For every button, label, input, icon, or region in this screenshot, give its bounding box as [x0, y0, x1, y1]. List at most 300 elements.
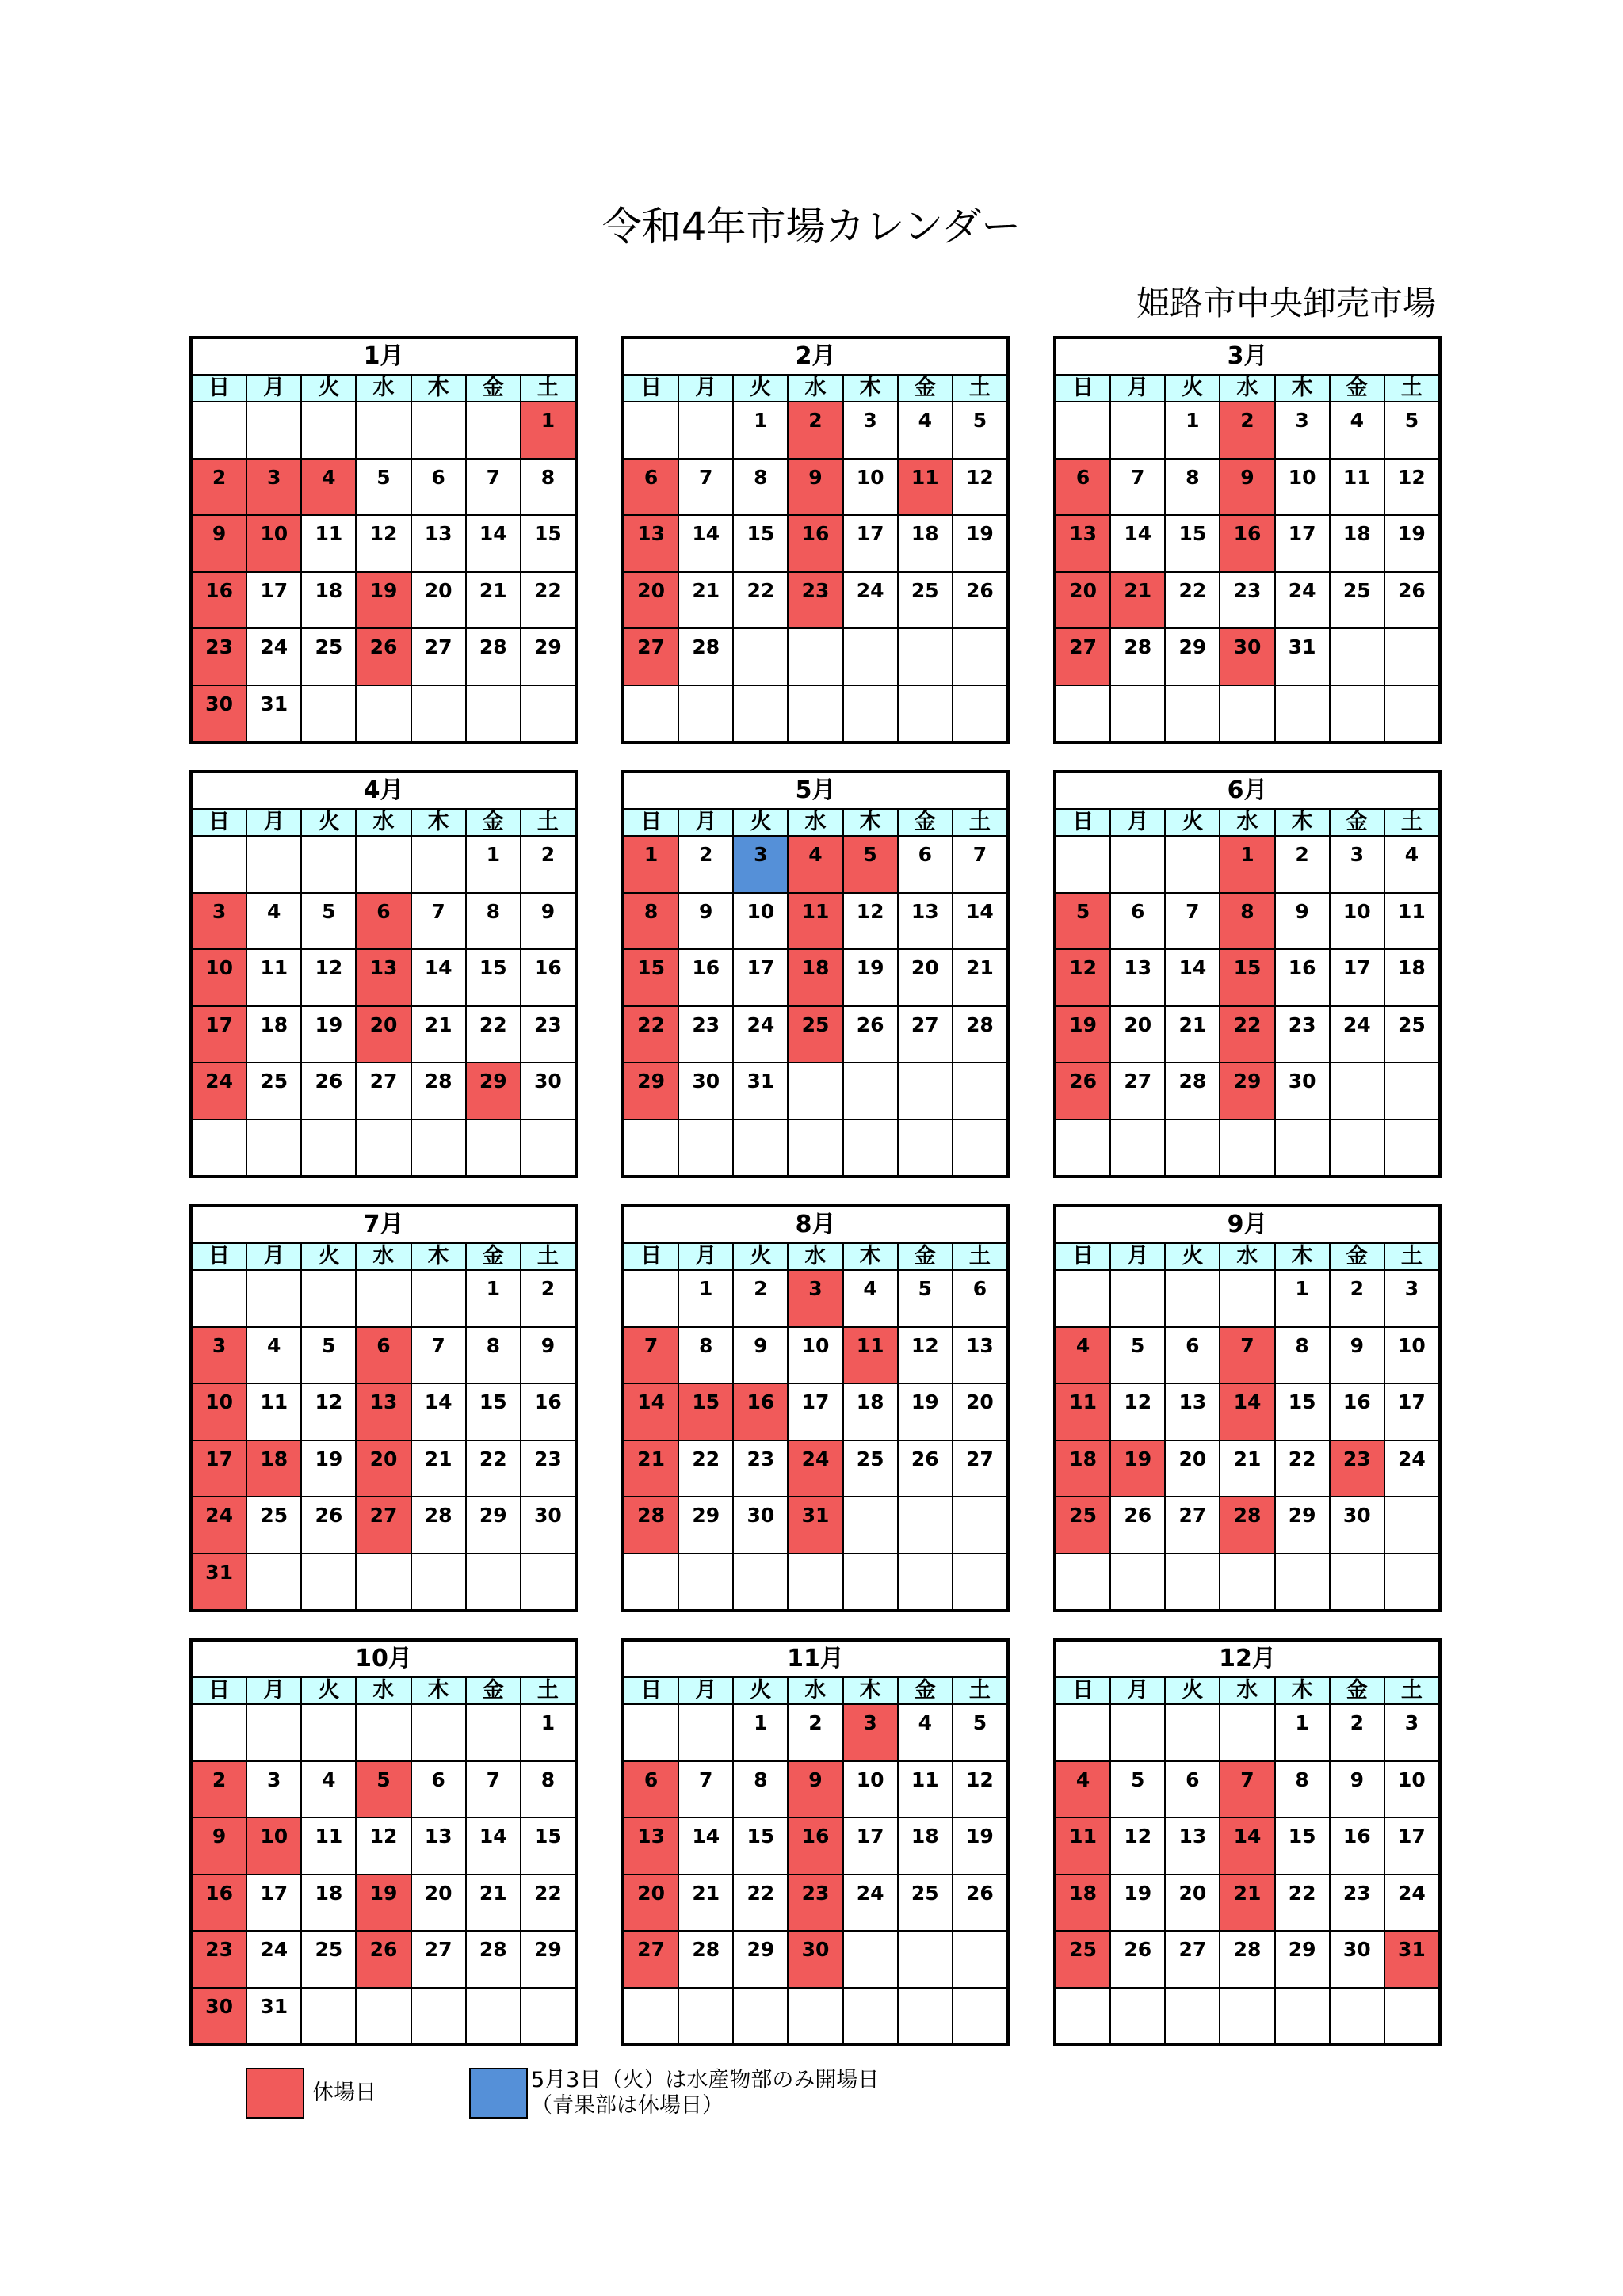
empty-day-cell — [789, 1063, 843, 1119]
day-cell: 27 — [624, 1932, 679, 1987]
day-cell: 20 — [1166, 1875, 1220, 1931]
day-cell: 17 — [193, 1007, 247, 1062]
empty-day-cell — [679, 402, 734, 458]
day-cell: 19 — [1056, 1007, 1111, 1062]
empty-day-cell — [247, 402, 302, 458]
weekday-label: 火 — [1166, 1244, 1220, 1269]
day-cell: 11 — [899, 1762, 953, 1817]
weekday-label: 金 — [467, 1678, 521, 1703]
week-row — [193, 1441, 575, 1498]
day-cell: 23 — [679, 1007, 734, 1062]
empty-day-cell — [1220, 1120, 1275, 1176]
empty-day-cell — [789, 1554, 843, 1610]
empty-day-cell — [302, 837, 357, 892]
day-cell: 30 — [1331, 1932, 1385, 1987]
day-cell: 5 — [1404, 409, 1419, 432]
week-row — [193, 950, 575, 1007]
empty-day-cell — [1331, 686, 1385, 742]
day-cell: 3 — [1404, 1277, 1419, 1300]
empty-day-cell — [1111, 1705, 1166, 1760]
empty-day-cell — [247, 1705, 302, 1760]
day-cell: 14 — [467, 1818, 521, 1874]
day-cell: 22 — [624, 1007, 679, 1062]
day-cell: 3 — [789, 1271, 843, 1326]
week-row — [624, 1762, 1006, 1819]
weekday-label: 月 — [247, 376, 302, 401]
weekday-header — [193, 810, 575, 837]
empty-day-cell — [1385, 1063, 1438, 1119]
empty-day-cell — [953, 1554, 1006, 1610]
day-cell: 13 — [357, 950, 411, 1005]
day-cell: 1 — [521, 402, 575, 458]
empty-day-cell — [521, 1989, 575, 2044]
empty-day-cell — [1331, 1989, 1385, 2044]
empty-day-cell — [1056, 1554, 1111, 1610]
weekday-label: 水 — [1220, 1678, 1275, 1703]
day-cell: 16 — [534, 956, 562, 979]
day-cell: 14 — [679, 516, 734, 571]
partial-open-swatch — [469, 2068, 528, 2119]
day-cell: 21 — [1111, 573, 1166, 628]
weekday-header — [1056, 1244, 1438, 1271]
weekday-label: 金 — [899, 810, 953, 835]
empty-day-cell — [624, 1554, 679, 1610]
day-cell: 8 — [540, 1768, 556, 1791]
weekday-header — [1056, 1678, 1438, 1705]
day-cell: 4 — [899, 402, 953, 458]
week-row — [1056, 1818, 1438, 1875]
day-cell: 31 — [1276, 629, 1331, 685]
empty-day-cell — [1220, 1989, 1275, 2044]
empty-day-cell — [302, 686, 357, 742]
week-row — [193, 686, 575, 742]
day-cell: 19 — [899, 1384, 953, 1440]
week-row — [193, 837, 575, 894]
weeks — [624, 837, 1006, 1175]
day-cell: 24 — [1398, 1881, 1426, 1905]
day-cell: 16 — [789, 1818, 843, 1874]
day-cell: 25 — [844, 1441, 899, 1497]
weekday-label: 金 — [899, 1678, 953, 1703]
month-title: 10月 — [193, 1642, 575, 1678]
day-cell: 10 — [844, 1762, 899, 1817]
empty-day-cell — [734, 686, 789, 742]
day-cell: 19 — [1398, 522, 1426, 545]
weeks — [193, 1271, 575, 1609]
day-cell: 18 — [247, 1007, 302, 1062]
partial-open-legend-line2: （青果部は休場日） — [531, 2093, 724, 2118]
empty-day-cell — [302, 1989, 357, 2044]
weekday-label: 金 — [899, 1244, 953, 1269]
empty-day-cell — [844, 686, 899, 742]
day-cell: 29 — [1276, 1497, 1331, 1553]
empty-day-cell — [679, 1120, 734, 1176]
day-cell: 11 — [247, 1384, 302, 1440]
week-row — [1056, 894, 1438, 951]
day-cell: 10 — [1331, 894, 1385, 949]
day-cell: 16 — [1276, 950, 1331, 1005]
week-row — [1056, 1875, 1438, 1932]
day-cell: 29 — [534, 1938, 562, 1961]
empty-day-cell — [1166, 837, 1220, 892]
organization-name: 姫路市中央卸売市場 — [1136, 284, 1436, 322]
empty-day-cell — [953, 1989, 1006, 2044]
day-cell: 28 — [624, 1497, 679, 1553]
weekday-label: 金 — [1331, 1244, 1385, 1269]
week-row — [624, 837, 1006, 894]
day-cell: 19 — [357, 573, 411, 628]
weekday-label: 月 — [247, 810, 302, 835]
empty-day-cell — [899, 686, 953, 742]
weekday-label: 日 — [624, 1244, 679, 1269]
week-row — [624, 1818, 1006, 1875]
month-calendar — [621, 1204, 1010, 1612]
month-title: 3月 — [1056, 339, 1438, 376]
day-cell: 3 — [193, 894, 247, 949]
weekday-label: 日 — [193, 1244, 247, 1269]
empty-day-cell — [844, 1120, 899, 1176]
weekday-header — [624, 1244, 1006, 1271]
day-cell: 10 — [1398, 1768, 1426, 1791]
day-cell: 28 — [679, 1932, 734, 1987]
day-cell: 15 — [1276, 1818, 1331, 1874]
weekday-label: 金 — [467, 376, 521, 401]
day-cell: 13 — [899, 894, 953, 949]
day-cell: 12 — [844, 894, 899, 949]
empty-day-cell — [467, 686, 521, 742]
weekday-label: 火 — [302, 1678, 357, 1703]
weekday-label: 木 — [412, 810, 467, 835]
day-cell: 20 — [624, 1875, 679, 1931]
day-cell: 11 — [302, 1818, 357, 1874]
day-cell: 13 — [1166, 1384, 1220, 1440]
month-calendar — [189, 336, 578, 744]
day-cell: 8 — [624, 894, 679, 949]
day-cell: 17 — [247, 1875, 302, 1931]
month-calendar — [621, 1638, 1010, 2046]
empty-day-cell — [1331, 629, 1385, 685]
day-cell: 20 — [357, 1441, 411, 1497]
day-cell: 25 — [1056, 1497, 1111, 1553]
day-cell: 22 — [534, 1881, 562, 1905]
weekday-label: 土 — [1400, 1244, 1423, 1268]
week-row — [1056, 1384, 1438, 1441]
empty-day-cell — [357, 1554, 411, 1610]
day-cell: 6 — [624, 460, 679, 515]
weekday-label: 木 — [844, 810, 899, 835]
empty-day-cell — [247, 1120, 302, 1176]
day-cell: 31 — [734, 1063, 789, 1119]
day-cell: 19 — [1111, 1875, 1166, 1931]
day-cell: 8 — [1276, 1328, 1331, 1383]
week-row — [193, 1989, 575, 2044]
weekday-label: 土 — [1400, 376, 1423, 400]
day-cell: 2 — [540, 843, 556, 866]
weekday-header — [193, 1244, 575, 1271]
day-cell: 12 — [302, 1384, 357, 1440]
week-row — [624, 1271, 1006, 1328]
day-cell: 15 — [624, 950, 679, 1005]
day-cell: 10 — [844, 460, 899, 515]
day-cell: 12 — [1111, 1384, 1166, 1440]
day-cell: 24 — [247, 629, 302, 685]
day-cell: 7 — [972, 843, 987, 866]
week-row — [193, 1497, 575, 1554]
weekday-label: 火 — [302, 810, 357, 835]
day-cell: 7 — [624, 1328, 679, 1383]
day-cell: 13 — [1166, 1818, 1220, 1874]
empty-day-cell — [1166, 1120, 1220, 1176]
day-cell: 14 — [1166, 950, 1220, 1005]
empty-day-cell — [193, 1271, 247, 1326]
day-cell: 13 — [1056, 516, 1111, 571]
weekday-label: 月 — [679, 1678, 734, 1703]
day-cell: 28 — [1220, 1932, 1275, 1987]
weekday-label: 土 — [537, 1678, 559, 1703]
day-cell: 5 — [899, 1271, 953, 1326]
month-calendar — [189, 1204, 578, 1612]
week-row — [1056, 686, 1438, 742]
month-title: 1月 — [193, 339, 575, 376]
day-cell: 21 — [679, 1875, 734, 1931]
day-cell: 28 — [1220, 1497, 1275, 1553]
day-cell: 6 — [972, 1277, 987, 1300]
weekday-label: 月 — [247, 1244, 302, 1269]
empty-day-cell — [412, 1120, 467, 1176]
week-row — [624, 686, 1006, 742]
week-row — [1056, 837, 1438, 894]
empty-day-cell — [302, 402, 357, 458]
day-cell: 24 — [1331, 1007, 1385, 1062]
month-calendar — [1053, 1638, 1442, 2046]
empty-day-cell — [247, 837, 302, 892]
month-calendar — [189, 770, 578, 1178]
weekday-label: 木 — [1276, 1244, 1331, 1269]
week-row — [624, 1989, 1006, 2044]
empty-day-cell — [953, 1063, 1006, 1119]
day-cell: 31 — [247, 1989, 302, 2044]
weekday-header — [624, 376, 1006, 402]
day-cell: 26 — [1111, 1497, 1166, 1553]
week-row — [624, 1384, 1006, 1441]
day-cell: 9 — [1331, 1328, 1385, 1383]
day-cell: 17 — [844, 1818, 899, 1874]
week-row — [624, 894, 1006, 951]
week-row — [1056, 402, 1438, 460]
day-cell: 18 — [247, 1441, 302, 1497]
empty-day-cell — [357, 1989, 411, 2044]
day-cell: 5 — [844, 837, 899, 892]
week-row — [624, 950, 1006, 1007]
empty-day-cell — [1385, 629, 1438, 685]
day-cell: 13 — [624, 516, 679, 571]
week-row — [624, 1441, 1006, 1498]
day-cell: 9 — [734, 1328, 789, 1383]
day-cell: 4 — [247, 1328, 302, 1383]
empty-day-cell — [1056, 402, 1111, 458]
empty-day-cell — [357, 1271, 411, 1326]
day-cell: 10 — [193, 950, 247, 1005]
day-cell: 4 — [302, 1762, 357, 1817]
day-cell: 5 — [972, 409, 987, 432]
empty-day-cell — [789, 629, 843, 685]
day-cell: 23 — [1276, 1007, 1331, 1062]
weekday-label: 木 — [1276, 810, 1331, 835]
day-cell: 3 — [193, 1328, 247, 1383]
week-row — [193, 1554, 575, 1610]
weekday-label: 土 — [968, 376, 991, 400]
day-cell: 4 — [789, 837, 843, 892]
day-cell: 27 — [412, 629, 467, 685]
weekday-label: 火 — [734, 810, 789, 835]
day-cell: 7 — [467, 460, 521, 515]
day-cell: 31 — [1385, 1932, 1438, 1987]
day-cell: 7 — [412, 1328, 467, 1383]
day-cell: 19 — [302, 1007, 357, 1062]
day-cell: 5 — [302, 894, 357, 949]
day-cell: 1 — [1276, 1271, 1331, 1326]
week-row — [624, 402, 1006, 460]
day-cell: 18 — [302, 1875, 357, 1931]
day-cell: 29 — [734, 1932, 789, 1987]
weeks — [1056, 402, 1438, 741]
day-cell: 16 — [1220, 516, 1275, 571]
day-cell: 23 — [734, 1441, 789, 1497]
day-cell: 2 — [1331, 1271, 1385, 1326]
empty-day-cell — [1166, 1271, 1220, 1326]
day-cell: 21 — [624, 1441, 679, 1497]
day-cell: 5 — [1111, 1328, 1166, 1383]
empty-day-cell — [302, 1271, 357, 1326]
day-cell: 15 — [467, 1384, 521, 1440]
empty-day-cell — [467, 1705, 521, 1760]
empty-day-cell — [193, 837, 247, 892]
empty-day-cell — [679, 1989, 734, 2044]
day-cell: 16 — [1331, 1384, 1385, 1440]
day-cell: 23 — [789, 1875, 843, 1931]
day-cell: 27 — [1056, 629, 1111, 685]
empty-day-cell — [1385, 686, 1438, 742]
day-cell: 11 — [247, 950, 302, 1005]
empty-day-cell — [357, 837, 411, 892]
day-cell: 7 — [1111, 460, 1166, 515]
day-cell: 28 — [467, 629, 521, 685]
day-cell: 16 — [1331, 1818, 1385, 1874]
empty-day-cell — [193, 402, 247, 458]
day-cell: 27 — [1166, 1497, 1220, 1553]
weeks — [1056, 1271, 1438, 1609]
day-cell: 24 — [193, 1497, 247, 1553]
day-cell: 6 — [899, 837, 953, 892]
day-cell: 11 — [302, 516, 357, 571]
week-row — [193, 460, 575, 517]
empty-day-cell — [1331, 1063, 1385, 1119]
empty-day-cell — [357, 402, 411, 458]
empty-day-cell — [412, 1989, 467, 2044]
weekday-label: 土 — [537, 810, 559, 834]
day-cell: 26 — [844, 1007, 899, 1062]
day-cell: 24 — [844, 1875, 899, 1931]
day-cell: 11 — [789, 894, 843, 949]
day-cell: 8 — [467, 1328, 521, 1383]
empty-day-cell — [1220, 1271, 1275, 1326]
day-cell: 18 — [302, 573, 357, 628]
day-cell: 2 — [789, 402, 843, 458]
weekday-label: 火 — [1166, 1678, 1220, 1703]
weeks — [624, 1271, 1006, 1609]
week-row — [1056, 1271, 1438, 1328]
weekday-label: 水 — [789, 810, 843, 835]
day-cell: 20 — [1166, 1441, 1220, 1497]
day-cell: 19 — [357, 1875, 411, 1931]
day-cell: 27 — [899, 1007, 953, 1062]
month-calendar — [1053, 336, 1442, 744]
day-cell: 2 — [679, 837, 734, 892]
day-cell: 3 — [1404, 1711, 1419, 1734]
day-cell: 28 — [679, 629, 734, 685]
day-cell: 5 — [302, 1328, 357, 1383]
weekday-label: 水 — [357, 376, 411, 401]
day-cell: 29 — [679, 1497, 734, 1553]
day-cell: 11 — [899, 460, 953, 515]
empty-day-cell — [1385, 1497, 1438, 1553]
day-cell: 22 — [534, 578, 562, 602]
weekday-label: 木 — [412, 1678, 467, 1703]
month-calendar — [1053, 770, 1442, 1178]
weeks — [1056, 837, 1438, 1175]
day-cell: 20 — [412, 573, 467, 628]
day-cell: 16 — [193, 1875, 247, 1931]
day-cell: 24 — [1398, 1447, 1426, 1470]
weekday-label: 日 — [1056, 1678, 1111, 1703]
weekday-label: 土 — [968, 1678, 991, 1703]
empty-day-cell — [1056, 1120, 1111, 1176]
empty-day-cell — [467, 1120, 521, 1176]
day-cell: 21 — [412, 1441, 467, 1497]
day-cell: 26 — [966, 1881, 994, 1905]
day-cell: 6 — [412, 1762, 467, 1817]
week-row — [1056, 460, 1438, 517]
day-cell: 21 — [1220, 1875, 1275, 1931]
empty-day-cell — [1385, 1554, 1438, 1610]
empty-day-cell — [412, 1554, 467, 1610]
month-title: 6月 — [1056, 773, 1438, 810]
weeks — [624, 402, 1006, 741]
day-cell: 24 — [247, 1932, 302, 1987]
day-cell: 20 — [899, 950, 953, 1005]
week-row — [193, 1271, 575, 1328]
empty-day-cell — [1331, 1554, 1385, 1610]
day-cell: 1 — [734, 1705, 789, 1760]
week-row — [1056, 1989, 1438, 2044]
month-calendar — [621, 770, 1010, 1178]
month-title: 5月 — [624, 773, 1006, 810]
day-cell: 1 — [1220, 837, 1275, 892]
empty-day-cell — [1111, 837, 1166, 892]
day-cell: 8 — [734, 460, 789, 515]
day-cell: 2 — [1276, 837, 1331, 892]
day-cell: 2 — [1331, 1705, 1385, 1760]
day-cell: 11 — [1056, 1818, 1111, 1874]
week-row — [624, 1932, 1006, 1989]
day-cell: 25 — [302, 1932, 357, 1987]
week-row — [1056, 1441, 1438, 1498]
empty-day-cell — [1166, 1705, 1220, 1760]
weekday-label: 金 — [1331, 376, 1385, 401]
week-row — [1056, 516, 1438, 573]
month-title: 9月 — [1056, 1207, 1438, 1244]
month-title: 4月 — [193, 773, 575, 810]
